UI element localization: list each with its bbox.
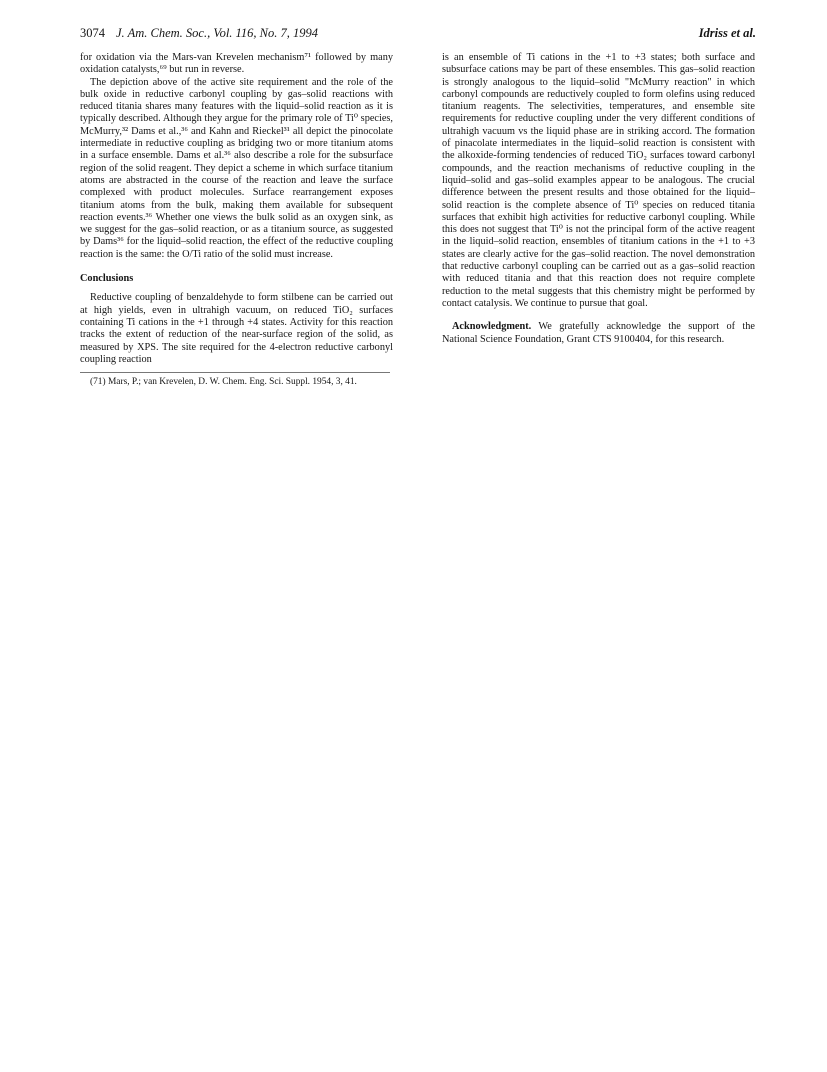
paragraph: for oxidation via the Mars-van Krevelen mechanism⁷¹ followed by many oxidation catalysts,⁶⁹ but run in reverse. [80,52,393,76]
paragraph: The depiction above of the active site requirement and the role of the bulk oxide in reductive carbonyl coupling by gas–solid reactions with reduced titania shares many features with the liquid–solid reaction as it is typically described. Although they argue for the primary role of Ti⁰ species, McMurry,³² Dams et al.,³⁶ and Kahn and Rieckel³¹ all depict the pinocolate intermediate in reductive coupling as bridging two or more titanium atoms in a surface ensemble. Dams et al.³⁶ also describe a role for the subsurface region of the solid reagent. They depict a scheme in which surface titanium atoms are abstracted in the course of the reaction and leave the surface complexed with product molecules. Surface rearrangement exposes titanium atoms from the bulk, making them available for subsequent reaction events.³⁶ Whether one views the bulk solid as an oxygen sink, as we suggest for the gas–solid reaction, or as a titanium source, as suggested by Dams³⁶ for the liquid–solid reaction, the effect of the reductive coupling reaction is the same: the O/Ti ratio of the solid must increase. [80,76,393,260]
acknowledgment [442,321,755,346]
left-column [80,52,393,388]
page-number: 3074 [80,26,105,40]
acknowledgment-text: We gratefully acknowledge the support of the National Science Foundation, Grant CTS 9100404, for this research. [442,321,755,345]
section-heading: Conclusions [80,273,134,285]
running-authors: Idriss et al. [698,26,756,40]
journal-citation: J. Am. Chem. Soc., Vol. 116, No. 7, 1994 [116,26,318,40]
footnote-divider [80,372,390,373]
paragraph: Reductive coupling of benzaldehyde to form stilbene can be carried out at high yields, even in ultrahigh vacuum, on reduced TiO₂ surfaces containing Ti cations in the +1 through +4 states. Activity for this reaction tracks the extent of reduction of the near-surface region of the solid, as measured by XPS. The site required for the 4-electron reductive carbonyl coupling reaction [80,292,393,365]
acknowledgment-label: Acknowledgment. [452,321,532,333]
paragraph: is an ensemble of Ti cations in the +1 to +3 states; both surface and subsurface cations may be part of these ensembles. This gas–solid reaction is strongly analogous to the liquid–solid "McMurry reaction" in which carbonyl compounds are reductively coupled to form olefins using reduced titanium reagents. The selectivities, temperatures, and ensemble site requirements for reductive coupling under the very different conditions of ultrahigh vacuum vs the liquid phase are in striking accord. The formation of pinacolate intermediates in the liquid–solid reaction is consistent with the alkoxide-forming tendencies of reduced TiO₂ surfaces toward carbonyl compounds, and the reaction mechanisms of reductive coupling in the liquid–solid and gas–solid examples appear to be analogous. The crucial difference between the present results and those obtained for the liquid–solid reaction is the complete absence of Ti⁰ species on reduced titania surfaces that exhibit high activities for reductive carbonyl coupling. While this does not suggest that Ti⁰ is not the principal form of the active reagent in the liquid–solid reaction, ensembles of titanium cations in the +1 to +3 states are clearly active for the gas–solid reaction. The novel demonstration that reductive carbonyl coupling can be carried out as a gas–solid reaction with reduced titania and that this reaction does not require complete reduction to the metal suggests that this chemistry might be performed by contact catalysis. We continue to pursue that goal. [442,52,755,309]
running-header [80,26,756,42]
footnote: (71) Mars, P.; van Krevelen, D. W. Chem. Eng. Sci. Suppl. 1954, 3, 41. [90,377,357,388]
right-column [442,52,755,346]
